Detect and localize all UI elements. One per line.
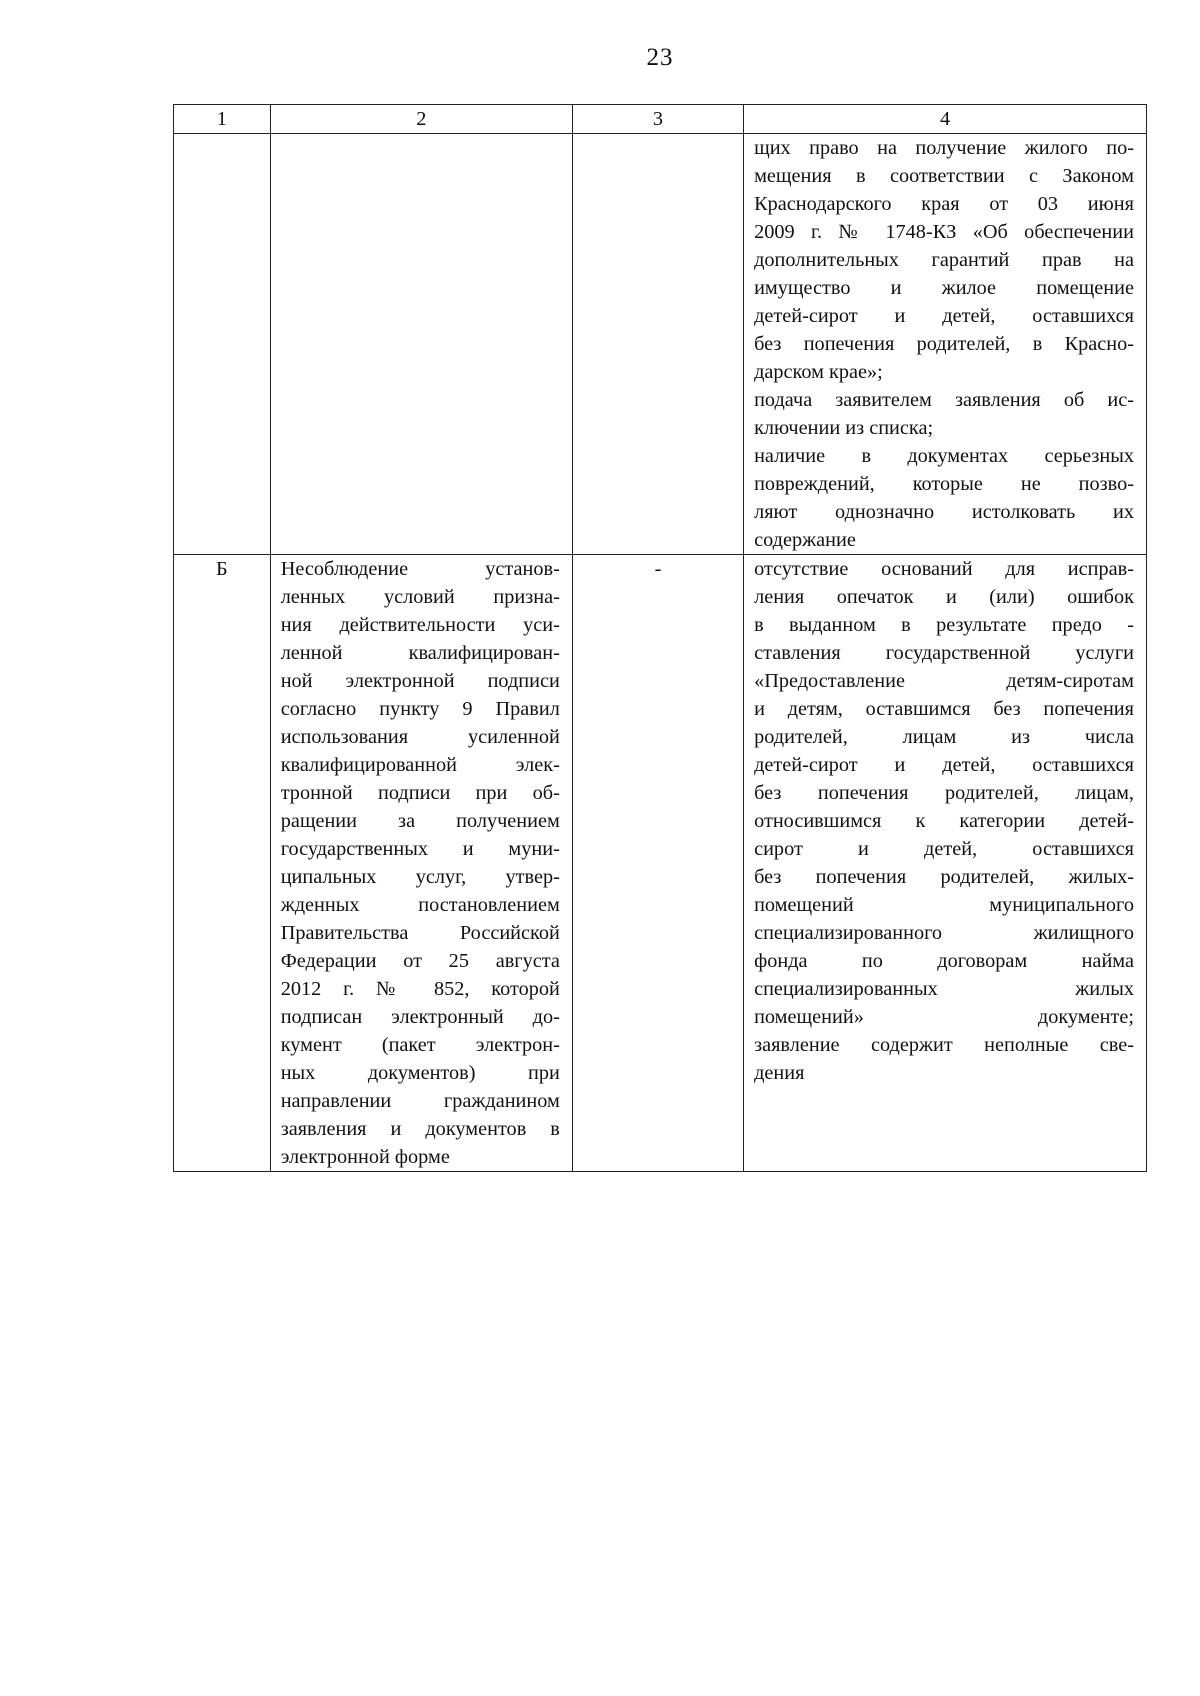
text-line: имущество и жилое помещение	[754, 277, 1134, 299]
text-line: 2009 г. № 1748-КЗ «Об обеспечении	[754, 221, 1134, 243]
text-line: Несоблюдение установ-	[280, 558, 560, 580]
text-line: ращении за получением	[280, 810, 560, 832]
text-line: 2012 г. № 852, которой	[280, 978, 560, 1000]
text-line: ключении из списка;	[754, 417, 934, 439]
column-header-1: 1	[174, 105, 271, 134]
text-line: без попечения родителей, лицам,	[754, 782, 1134, 804]
text-line: содержание	[754, 529, 856, 551]
row1-cell-4	[744, 134, 1147, 555]
row1-cell-3	[572, 134, 743, 555]
text-line: повреждений, которые не позво-	[754, 473, 1134, 495]
text-line: согласно пункту 9 Правил	[280, 698, 560, 720]
text-line: дения	[754, 1062, 805, 1084]
text-line: направлении гражданином	[280, 1090, 560, 1112]
text-line: Правительства Российской	[280, 922, 560, 944]
grounds-table	[173, 104, 1147, 1172]
text-line: жденных постановлением	[280, 894, 560, 916]
text-line: в выданном в результате предо -	[754, 614, 1134, 636]
text-line: электронной форме	[280, 1146, 450, 1168]
row1-cell-2	[270, 134, 572, 555]
text-line: относившимся к категории детей-	[754, 810, 1134, 832]
text-line: тронной подписи при об-	[280, 782, 560, 804]
text-line: государственных и муни-	[280, 838, 560, 860]
text-line: дарском крае»;	[754, 361, 883, 383]
page-number: 23	[646, 44, 674, 71]
text-line: сирот и детей, оставшихся	[754, 838, 1134, 860]
text-line: «Предоставление детям-сиротам	[754, 670, 1134, 692]
column-header-3: 3	[572, 105, 743, 134]
text-line: помещений муниципального	[754, 894, 1134, 916]
text-line: дополнительных гарантий прав на	[754, 249, 1134, 271]
text-line: без попечения родителей, жилых-	[754, 866, 1134, 888]
text-line: специализированных жилых	[754, 978, 1134, 1000]
text-line: детей-сирот и детей, оставшихся	[754, 754, 1134, 776]
text-line: ния действительности уси-	[280, 614, 560, 636]
text-line: подача заявителем заявления об ис-	[754, 389, 1134, 411]
table-row	[174, 134, 1147, 555]
text-line: и детям, оставшимся без попечения	[754, 698, 1134, 720]
text-line: специализированного жилищного	[754, 922, 1134, 944]
text-line: ляют однозначно истолковать их	[754, 501, 1134, 523]
text-line: использования усиленной	[280, 726, 560, 748]
row1-cell-1	[174, 134, 271, 555]
text-line: Краснодарского края от 03 июня	[754, 193, 1134, 215]
text-line: фонда по договорам найма	[754, 950, 1134, 972]
row2-cell-2	[270, 555, 572, 1172]
table-header-row	[174, 105, 1147, 134]
text-line: наличие в документах серьезных	[754, 445, 1134, 467]
table-row	[174, 555, 1147, 1172]
row2-cell-3: -	[572, 555, 743, 1172]
text-line: щих право на получение жилого по-	[754, 137, 1134, 159]
row2-cell-1: Б	[174, 555, 271, 1172]
text-line: ципальных услуг, утвер-	[280, 866, 560, 888]
text-line: ления опечаток и (или) ошибок	[754, 586, 1134, 608]
column-header-2: 2	[270, 105, 572, 134]
text-line: кумент (пакет электрон-	[280, 1034, 560, 1056]
text-line: ставления государственной услуги	[754, 642, 1134, 664]
text-line: ленных условий призна-	[280, 586, 560, 608]
text-line: подписан электронный до-	[280, 1006, 560, 1028]
text-line: заявления и документов в	[280, 1118, 560, 1140]
text-line: ной электронной подписи	[280, 670, 560, 692]
text-line: мещения в соответствии с Законом	[754, 165, 1134, 187]
text-line: заявление содержит неполные све-	[754, 1034, 1134, 1056]
text-line: ных документов) при	[280, 1062, 560, 1084]
text-line: отсутствие оснований для исправ-	[754, 558, 1134, 580]
text-line: помещений» документе;	[754, 1006, 1134, 1028]
text-line: ленной квалифицирован-	[280, 642, 560, 664]
text-line: без попечения родителей, в Красно-	[754, 333, 1134, 355]
text-line: родителей, лицам из числа	[754, 726, 1134, 748]
text-line: детей-сирот и детей, оставшихся	[754, 305, 1134, 327]
text-line: Федерации от 25 августа	[280, 950, 560, 972]
text-line: квалифицированной элек-	[280, 754, 560, 776]
column-header-4: 4	[744, 105, 1147, 134]
row2-cell-4	[744, 555, 1147, 1172]
